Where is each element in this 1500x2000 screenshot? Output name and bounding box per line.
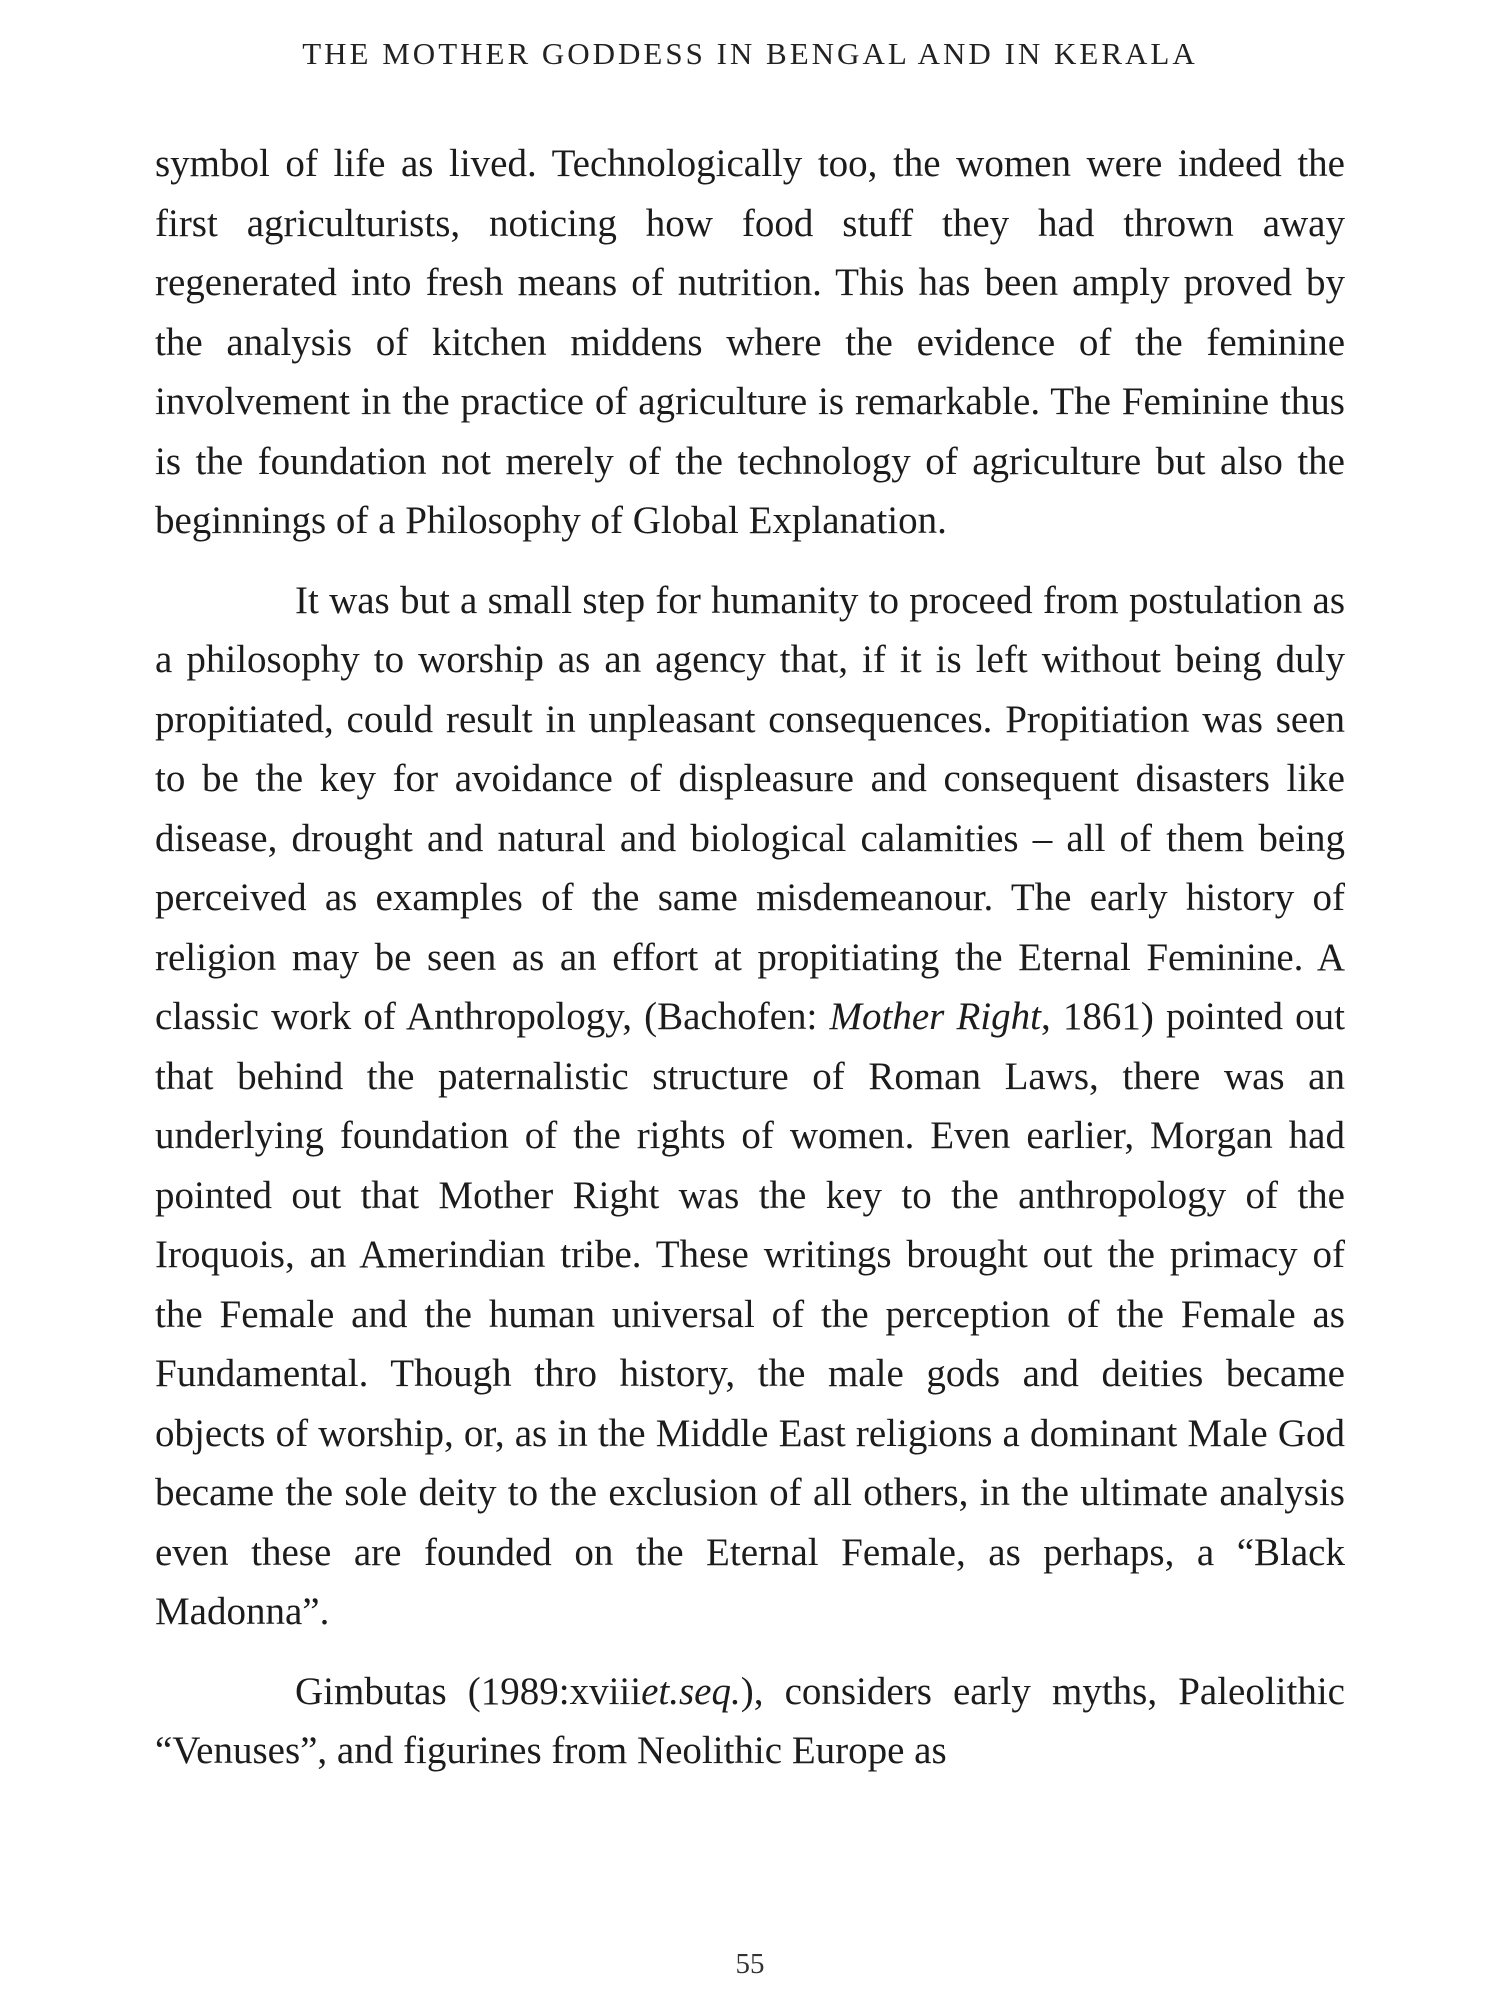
page-number: 55 [735, 1948, 765, 1980]
book-title-mother-right: Mother Right [829, 995, 1041, 1038]
paragraph-3-text-start: Gimbutas (1989:xviii [295, 1669, 642, 1713]
paragraph-3 [155, 1662, 1345, 1781]
paragraph-1: symbol of life as lived. Technologically too, the women were indeed the first agriculturists, noticing how food stuff they had thrown away regenerated into fresh means of nutrition. This has been amply proved by the analysis of kitchen middens where the evidence of the feminine involvement in the practice of agriculture is remarkable. The Feminine thus is the foundation not merely of the technology of agriculture but also the beginnings of a Philosophy of Global Explanation. [155, 142, 1345, 542]
citation-et-seq: et.seq. [641, 1669, 741, 1713]
paragraph-2-text-start: It was but a small step for humanity to proceed from postulation as a philosophy to worship as an agency that, if it is left without being duly propitiated, could result in unpleasant consequences. Propitiation was seen to be the key for avoidance of displeasure and consequent disasters like disease, drought and natural and biological calamities – all of them being perceived as examples of the same misdemeanour. The early history of religion may be seen as an effort at propitiating the Eternal Feminine. A classic work of Anthropology, (Bachofen: [155, 578, 1345, 1038]
paragraph-2-text-end: , 1861) pointed out that behind the paternalistic structure of Roman Laws, there was an underlying foundation of the rights of women. Even earlier, Morgan had pointed out that Mother Right was the key to the anthropology of the Iroquois, an Amerindian tribe. These writings brought out the primacy of the Female and the human universal of the perception of the Female as Fundamental. Though thro history, the male gods and deities became objects of worship, or, as in the Middle East religions a dominant Male God became the sole deity to the exclusion of all others, in the ultimate analysis even these are founded on the Eternal Female, as perhaps, a “Black Madonna”. [155, 995, 1345, 1633]
body-text [155, 134, 1345, 1781]
paragraph-3-text-end: ), considers early myths, Paleolithic “Venuses”, and figurines from Neolithic Europe as [155, 1669, 1345, 1772]
paragraph-2 [155, 571, 1345, 1642]
running-head: THE MOTHER GODDESS IN BENGAL AND IN KERALA [302, 36, 1198, 71]
